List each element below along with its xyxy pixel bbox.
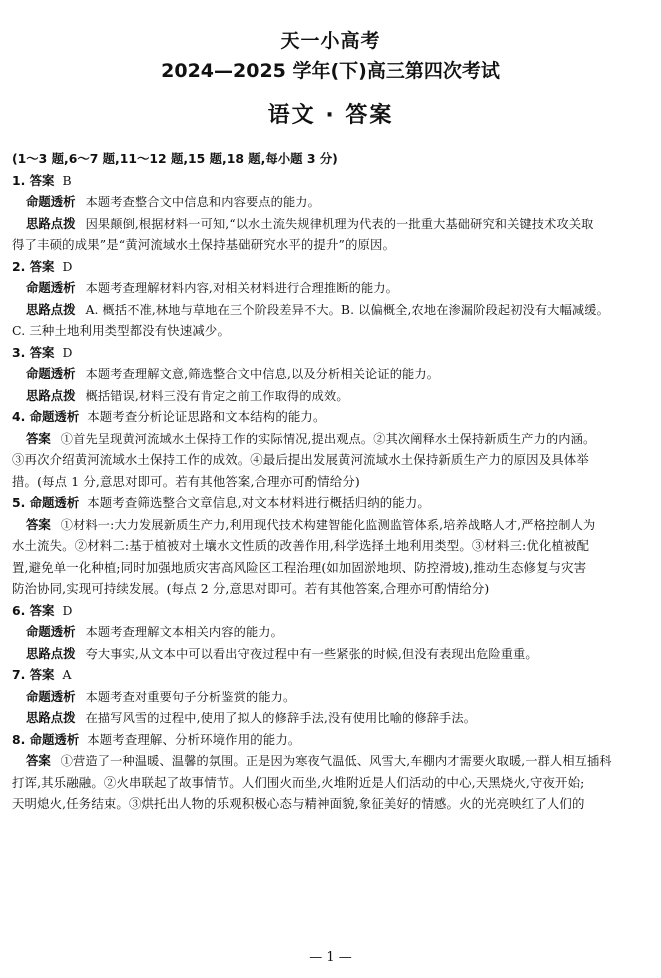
section-text: ③再次介绍黄河流域水土保持工作的成效。④最后提出发展黄河流域水土保持新质生产力的原因及具体举 (12, 452, 589, 467)
section-text: 本题考查理解、分析环境作用的能力。 (87, 731, 301, 747)
section-text: 本题考查理解文本相关内容的能力。 (85, 625, 283, 639)
section-text: 概括错误,材料三没有肯定之前工作取得的成效。 (85, 388, 349, 403)
question-2 (12, 256, 652, 342)
answer-choice: A (62, 667, 72, 682)
section-label: 命题透析 (26, 624, 76, 639)
section-text: 置,避免单一化种植;同时加强地质灾害高风险区工程治理(如加固淤地坝、防控滑坡),推动生态修复与灾害 (12, 559, 587, 575)
section-text: 本题考查理解文意,筛选整合文中信息,以及分析相关论证的能力。 (85, 367, 440, 381)
section-text: 在描写风雪的过程中,使用了拟人的修辞手法,没有使用比喻的修辞手法。 (85, 711, 477, 725)
section-label: 命题透析 (26, 280, 76, 295)
answer-content (12, 148, 652, 815)
answer-choice: B (62, 172, 72, 188)
section-text: 本题考查分析论证思路和文本结构的能力。 (87, 409, 326, 424)
question-7 (12, 664, 652, 729)
question-number: 7. 答案 (12, 667, 55, 682)
section-text: 夸大事实,从文本中可以看出守夜过程中有一些紧张的时候,但没有表现出危险重重。 (85, 646, 538, 661)
section-label: 思路点拨 (26, 301, 76, 317)
answer-choice: D (62, 258, 73, 274)
section-label: 思路点拨 (26, 215, 76, 231)
question-1 (12, 170, 652, 256)
exam-title: 2024—2025 学年(下)高三第四次考试 (161, 60, 500, 82)
section-text: 得了丰硕的成果”是“黄河流域水土保持基础研究水平的提升”的原因。 (12, 237, 396, 252)
section-label: 思路点拨 (26, 645, 76, 661)
section-label: 答案 (26, 516, 51, 532)
page-number: — 1 — (309, 950, 352, 965)
question-number: 6. 答案 (12, 602, 55, 618)
section-text: ①首先呈现黄河流域水土保持工作的实际情况,提出观点。②其次阐释水土保持新质生产力的内涵。 (60, 431, 596, 446)
section-label: 命题透析 (26, 688, 76, 704)
section-text: ①材料一:大力发展新质生产力,利用现代技术构建智能化监测监管体系,培养战略人才,严格控制人为 (60, 517, 596, 532)
section-label: 命题透析 (26, 194, 76, 209)
section-text: C. 三种土地利用类型都没有快速减少。 (12, 323, 231, 338)
section-text: 本题考查对重要句子分析鉴赏的能力。 (85, 689, 296, 704)
question-number: 4. 命题透析 (12, 409, 80, 424)
question-4 (12, 406, 652, 492)
question-8 (12, 729, 652, 815)
section-text: ①营造了一种温暖、温馨的氛围。正是因为寒夜气温低、风雪大,车棚内才需要火取暖,一群人相互插科 (60, 754, 612, 768)
question-number: 3. 答案 (12, 344, 55, 360)
section-label: 答案 (26, 753, 51, 768)
section-text: 本题考查理解材料内容,对相关材料进行合理推断的能力。 (85, 281, 399, 295)
question-number: 2. 答案 (12, 258, 55, 274)
answer-choice: D (62, 602, 73, 618)
section-label: 思路点拨 (26, 710, 76, 725)
question-3 (12, 342, 652, 407)
section-text: A. 概括不准,林地与草地在三个阶段差异不大。B. 以偏概全,农地在渗漏阶段起初没有大幅减缓。 (85, 302, 609, 317)
question-number: 1. 答案 (12, 172, 55, 188)
section-label: 思路点拨 (26, 387, 76, 403)
section-text: 本题考查整合文中信息和内容要点的能力。 (85, 195, 320, 209)
section-text: 本题考查筛选整合文章信息,对文本材料进行概括归纳的能力。 (87, 495, 430, 510)
question-5 (12, 492, 652, 600)
section-text: 措。(每点 1 分,意思对即可。若有其他答案,合理亦可酌情给分) (12, 473, 360, 489)
school-title: 天一小高考 (280, 30, 381, 52)
scoring-note: (1～3 题,6～7 题,11～12 题,15 题,18 题,每小题 3 分) (12, 151, 338, 166)
subject-title: 语文 · 答案 (267, 103, 394, 128)
section-text: 打诨,其乐融融。②火串联起了故事情节。人们围火而坐,火堆附近是人们活动的中心,天黑烧火,守夜开始; (12, 774, 585, 790)
section-text: 水土流失。②材料二:基于植被对土壤水文性质的改善作用,科学选择土地利用类型。③材料三:优化植被配 (12, 538, 590, 553)
question-6 (12, 600, 652, 665)
question-number: 5. 命题透析 (12, 495, 80, 510)
section-text: 防治协同,实现可持续发展。(每点 2 分,意思对即可。若有其他答案,合理亦可酌情给分) (12, 581, 490, 596)
section-text: 因果颠倒,根据材料一可知,“以水土流失规律机理为代表的一批重大基础研究和关键技术攻关取 (85, 216, 594, 231)
question-number: 8. 命题透析 (12, 731, 80, 747)
section-text: 天明熄火,任务结束。③烘托出人物的乐观积极心态与精神面貌,象征美好的情感。火的光亮映红了人们的 (12, 796, 585, 811)
section-label: 命题透析 (26, 366, 76, 381)
section-label: 答案 (26, 430, 51, 446)
answer-choice: D (62, 344, 73, 360)
